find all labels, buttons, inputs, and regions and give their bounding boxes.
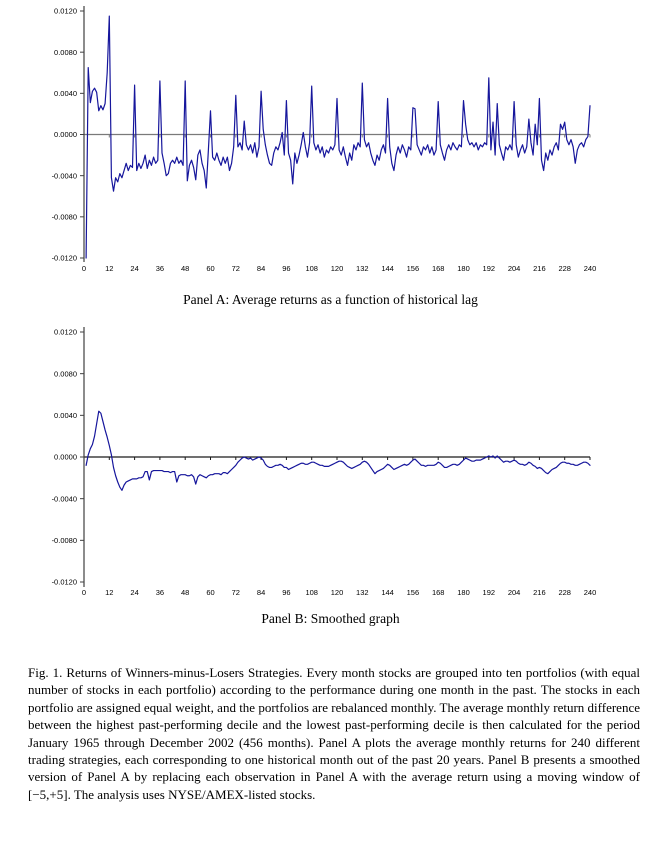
x-tick-label: 156 (406, 588, 420, 597)
y-tick-label: -0.0080 (51, 535, 77, 545)
x-tick-label: 96 (282, 264, 291, 273)
x-tick-label: 96 (282, 588, 291, 597)
x-tick-label: 192 (482, 264, 496, 273)
x-tick-label: 120 (330, 264, 344, 273)
x-tick-label: 60 (206, 588, 215, 597)
x-tick-label: 192 (482, 588, 496, 597)
x-tick-label: 132 (356, 588, 369, 597)
panel-a-chart (0, 0, 661, 280)
x-tick-label: 72 (231, 588, 240, 597)
x-tick-label: 24 (130, 264, 139, 273)
x-tick-label: 12 (105, 264, 114, 273)
x-tick-label: 156 (406, 264, 420, 273)
x-tick-label: 240 (583, 264, 597, 273)
y-tick-label: -0.0040 (51, 171, 77, 181)
x-tick-label: 72 (231, 264, 240, 273)
x-tick-label: 132 (356, 264, 369, 273)
x-tick-label: 36 (155, 588, 165, 597)
x-tick-label: 168 (431, 588, 445, 597)
x-tick-label: 240 (583, 588, 597, 597)
x-tick-label: 108 (305, 264, 318, 273)
y-tick-label: -0.0080 (51, 212, 77, 222)
panel_b-series-line (86, 411, 590, 490)
y-tick-label: 0.0040 (54, 88, 77, 98)
y-tick-label: 0.0080 (54, 47, 77, 57)
x-tick-label: 216 (533, 588, 546, 597)
figure-caption: Fig. 1. Returns of Winners-minus-Losers Strategies. Every month stocks are grouped into ten portfolios (with equal number of stocks in each portfolio) according to the performance during one month in the past. The stocks in each portfolio are assigned equal weight, and the portfolios are rebalanced monthly. The average monthly return difference between the highest past-performing decile and the lowest past-performing decile is then calculated for the period January 1965 through December 2002 (456 months). Panel A plots the average monthly returns for 240 different trading strategies, each corresponding to one historical month out of the past 20 years. Panel B presents a smoothed version of Panel A by replacing each observation in Panel A with the average return using a moving window of [−5,+5]. The analysis uses NYSE/AMEX-listed stocks. (28, 665, 640, 802)
x-tick-label: 144 (381, 588, 394, 597)
x-tick-label: 204 (507, 588, 521, 597)
x-tick-label: 180 (457, 264, 470, 273)
panel-a-title: Panel A: Average returns as a function of historical lag (183, 292, 478, 307)
y-tick-label: 0.0120 (54, 327, 77, 337)
x-tick-label: 36 (155, 264, 165, 273)
x-tick-label: 0 (81, 588, 87, 597)
x-tick-label: 84 (256, 588, 266, 597)
x-tick-label: 180 (457, 588, 470, 597)
x-tick-label: 168 (431, 264, 445, 273)
x-tick-label: 144 (381, 264, 394, 273)
x-tick-label: 228 (558, 264, 571, 273)
y-tick-label: 0.0040 (54, 410, 77, 420)
x-tick-label: 48 (181, 588, 190, 597)
x-tick-label: 120 (330, 588, 344, 597)
x-tick-label: 48 (181, 264, 190, 273)
x-tick-label: 0 (81, 264, 87, 273)
x-tick-label: 228 (558, 588, 571, 597)
x-tick-label: 24 (130, 588, 139, 597)
x-tick-label: 84 (256, 264, 266, 273)
panel-b-chart (0, 318, 661, 598)
x-tick-label: 108 (305, 588, 318, 597)
x-tick-label: 204 (507, 264, 521, 273)
y-tick-label: 0.0120 (54, 6, 77, 16)
y-tick-label: -0.0040 (51, 494, 77, 504)
x-tick-label: 216 (533, 264, 546, 273)
x-tick-label: 60 (206, 264, 215, 273)
y-tick-label: 0.0080 (54, 369, 77, 379)
x-tick-label: 12 (105, 588, 114, 597)
y-tick-label: -0.0120 (51, 253, 77, 263)
y-tick-label: 0.0000 (54, 452, 77, 462)
y-tick-label: -0.0120 (51, 577, 77, 587)
panel-b-title: Panel B: Smoothed graph (261, 611, 400, 626)
y-tick-label: 0.0000 (54, 130, 77, 140)
